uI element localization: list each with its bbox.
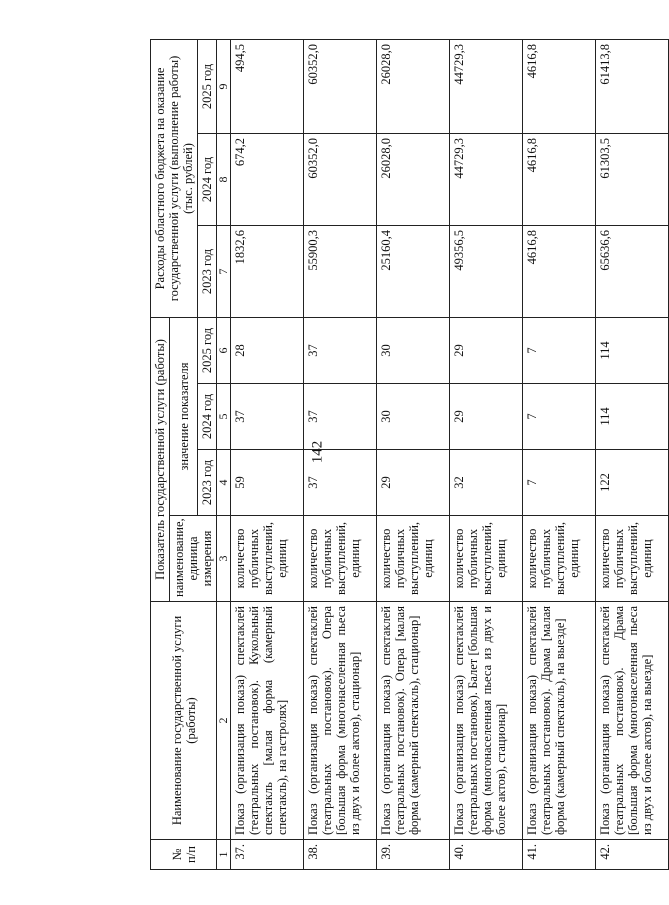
row-number: 40. — [450, 840, 523, 870]
expense-2023: 65636,6 — [596, 225, 669, 317]
value-2025: 29 — [450, 317, 523, 383]
value-2023: 7 — [523, 450, 596, 516]
column-number: 6 — [217, 317, 231, 383]
value-2024: 30 — [377, 384, 450, 450]
value-2024: 7 — [523, 384, 596, 450]
expense-2024: 674,2 — [231, 133, 304, 225]
row-number: 37. — [231, 840, 304, 870]
indicator-name: количество публичных выступлений, единиц — [523, 516, 596, 602]
page-number: 142 — [309, 440, 326, 464]
expense-2023: 1832,6 — [231, 225, 304, 317]
header-year-2023-expenses: 2023 год — [198, 225, 217, 317]
value-2023: 32 — [450, 450, 523, 516]
table-row — [377, 39, 450, 869]
row-number: 38. — [304, 840, 377, 870]
value-2023: 122 — [596, 450, 669, 516]
expense-2025: 44729,3 — [450, 39, 523, 133]
service-name: Показ (организация показа) спектаклей (театральных постановок). Опера [большая форма (многонаселенная пьеса из двух и более актов), стационар] — [304, 602, 377, 840]
table-row — [304, 39, 377, 869]
service-name: Показ (организация показа) спектаклей (театральных постановок). Драма [большая форма (многонаселенная пьеса из двух и более актов), на выезде] — [596, 602, 669, 840]
indicator-name: количество публичных выступлений, единиц — [304, 516, 377, 602]
expense-2025: 26028,0 — [377, 39, 450, 133]
table-row — [450, 39, 523, 869]
column-number: 8 — [217, 133, 231, 225]
column-number: 4 — [217, 450, 231, 516]
service-name: Показ (организация показа) спектаклей (театральных постановок). Опера [малая форма (камерный спектакль), стационар] — [377, 602, 450, 840]
value-2025: 30 — [377, 317, 450, 383]
value-2023: 37 — [304, 450, 377, 516]
expense-2023: 49356,5 — [450, 225, 523, 317]
header-year-2024-expenses: 2024 год — [198, 133, 217, 225]
header-indicator-name: наименование, единица измерения — [170, 516, 217, 602]
expense-2024: 60352,0 — [304, 133, 377, 225]
indicator-name: количество публичных выступлений, единиц — [377, 516, 450, 602]
expense-2024: 4616,8 — [523, 133, 596, 225]
expense-2023: 4616,8 — [523, 225, 596, 317]
header-year-2024-values: 2024 год — [198, 384, 217, 450]
row-number: 42. — [596, 840, 669, 870]
value-2025: 37 — [304, 317, 377, 383]
header-expenses-group: Расходы областного бюджета на оказание государственной услуги (выполнение работы) (тыс. рублей) — [151, 39, 198, 317]
rotated-table-wrapper — [150, 40, 655, 870]
column-number: 5 — [217, 384, 231, 450]
header-year-2025-expenses: 2025 год — [198, 39, 217, 133]
row-number: 41. — [523, 840, 596, 870]
header-num: № п/п — [151, 840, 217, 870]
expense-2023: 55900,3 — [304, 225, 377, 317]
expense-2023: 25160,4 — [377, 225, 450, 317]
expense-2025: 494,5 — [231, 39, 304, 133]
column-number: 1 — [217, 840, 231, 870]
header-year-2023-values: 2023 год — [198, 450, 217, 516]
expense-2024: 61303,5 — [596, 133, 669, 225]
value-2025: 28 — [231, 317, 304, 383]
expense-2025: 4616,8 — [523, 39, 596, 133]
indicator-name: количество публичных выступлений, единиц — [231, 516, 304, 602]
indicator-name: количество публичных выступлений, единиц — [450, 516, 523, 602]
service-name: Показ (организация показа) спектаклей (театральных постановок). Балет [большая форма (многонаселенная пьеса из двух и более актов), стационар] — [450, 602, 523, 840]
column-number: 9 — [217, 39, 231, 133]
value-2025: 7 — [523, 317, 596, 383]
value-2024: 37 — [231, 384, 304, 450]
expense-2024: 26028,0 — [377, 133, 450, 225]
value-2025: 114 — [596, 317, 669, 383]
value-2024: 29 — [450, 384, 523, 450]
value-2023: 59 — [231, 450, 304, 516]
header-service: Наименование государственной услуги (работы) — [151, 602, 217, 840]
column-number: 2 — [217, 602, 231, 840]
row-number: 39. — [377, 840, 450, 870]
expense-2025: 60352,0 — [304, 39, 377, 133]
service-name: Показ (организация показа) спектаклей (театральных постановок). Кукольный спектакль [малая форма (камерный спектакль), на гастролях] — [231, 602, 304, 840]
header-values-group: значение показателя — [170, 317, 198, 515]
table-row — [596, 39, 669, 869]
table-row — [523, 39, 596, 869]
column-number: 7 — [217, 225, 231, 317]
value-2024: 37 — [304, 384, 377, 450]
service-name: Показ (организация показа) спектаклей (театральных постановок). Драма [малая форма (камерный спектакль), на выезде] — [523, 602, 596, 840]
expense-2024: 44729,3 — [450, 133, 523, 225]
header-year-2025-values: 2025 год — [198, 317, 217, 383]
expense-2025: 61413,8 — [596, 39, 669, 133]
column-number: 3 — [217, 516, 231, 602]
indicator-name: количество публичных выступлений, единиц — [596, 516, 669, 602]
table-row — [231, 39, 304, 869]
value-2024: 114 — [596, 384, 669, 450]
header-indicator-group: Показатель государственной услуги (работы) — [151, 317, 170, 601]
budget-table — [150, 39, 669, 870]
value-2023: 29 — [377, 450, 450, 516]
